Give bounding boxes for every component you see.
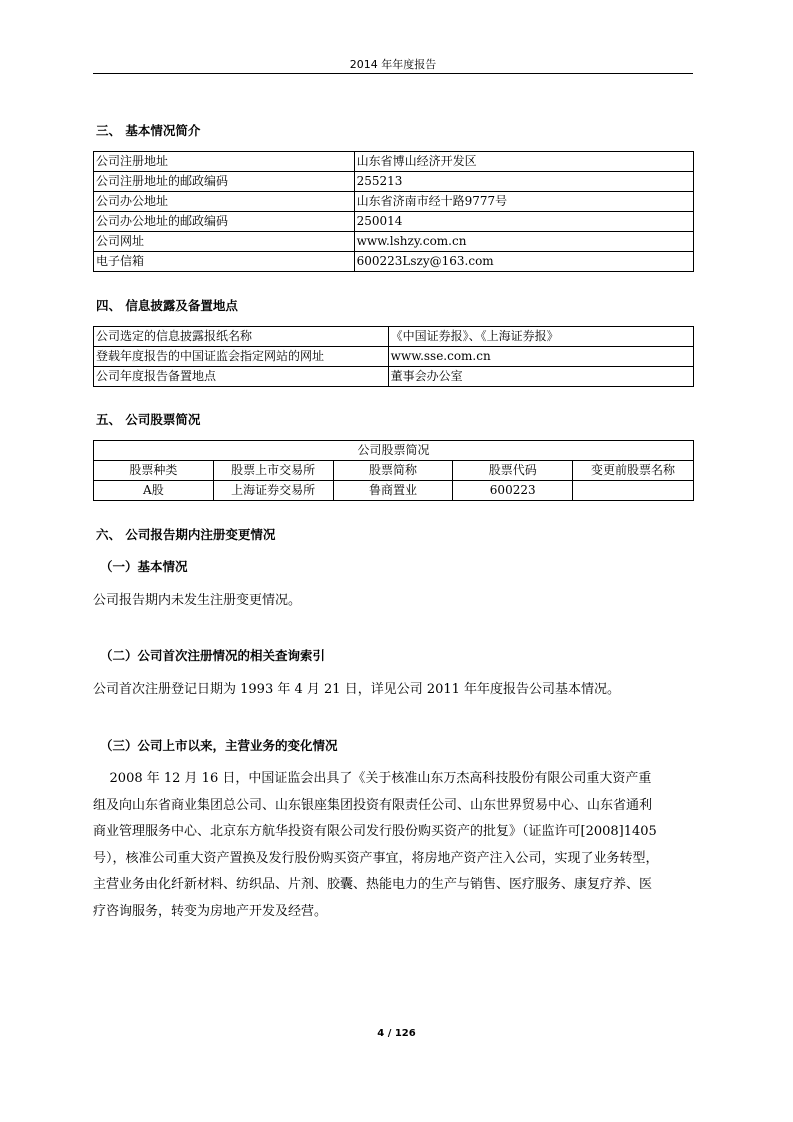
section5-heading: 五、 公司股票简况 [96, 412, 201, 427]
table-cell: A股 [94, 481, 214, 501]
table-row [94, 192, 694, 212]
sub2-heading: （二）公司首次注册情况的相关查询索引 [100, 648, 326, 663]
table-cell: www.lshzy.com.cn [354, 232, 693, 252]
body-line: 商业管理服务中心、北京东方航华投资有限公司发行股份购买资产的批复》（证监许可[2008]1405 [93, 824, 657, 839]
table-title: 公司股票简况 [94, 441, 694, 461]
sub1-heading: （一）基本情况 [100, 559, 188, 574]
column-header: 股票简称 [333, 461, 453, 481]
body-line: 号），核准公司重大资产置换及发行股份购买资产事宜，将房地产资产注入公司，实现了业务转型， [93, 850, 659, 866]
table-cell: 公司选定的信息披露报纸名称 [94, 327, 389, 347]
body-line: 2008 年 12 月 16 日，中国证监会出具了《关于核准山东万杰高科技股份有限公司重大资产重 [93, 771, 652, 786]
sub1-text: 公司报告期内未发生注册变更情况。 [93, 593, 302, 608]
table-cell: 山东省博山经济开发区 [354, 152, 693, 172]
table-cell: 上海证券交易所 [213, 481, 333, 501]
table-cell: 公司注册地址 [94, 152, 355, 172]
header-rule [93, 73, 693, 74]
table-cell: www.sse.com.cn [388, 347, 693, 367]
body-line: 疗咨询服务，转变为房地产开发及经营。 [93, 903, 328, 919]
table-row [94, 252, 694, 272]
table-row [94, 441, 694, 461]
table-row [94, 367, 694, 387]
page-header: 2014 年年度报告 [349, 58, 437, 71]
table-cell [573, 481, 694, 501]
table-cell: 《中国证券报》、《上海证券报》 [388, 327, 693, 347]
column-header: 股票种类 [94, 461, 214, 481]
table-cell: 公司注册地址的邮政编码 [94, 172, 355, 192]
body-line: 组及向山东省商业集团总公司、山东银座集团投资有限责任公司、山东世界贸易中心、山东省通利 [93, 797, 653, 813]
table-cell: 250014 [354, 212, 693, 232]
table-row [94, 172, 694, 192]
table-row [94, 212, 694, 232]
table-cell: 山东省济南市经十路9777号 [354, 192, 693, 212]
column-header: 股票上市交易所 [213, 461, 333, 481]
table-row [94, 481, 694, 501]
disclosure-table [93, 326, 694, 387]
sub3-heading: （三）公司上市以来，主营业务的变化情况 [100, 738, 338, 753]
body-line: 主营业务由化纤新材料、纺织品、片剂、胶囊、热能电力的生产与销售、医疗服务、康复疗养、医 [93, 877, 653, 892]
table-cell: 鲁商置业 [333, 481, 453, 501]
basic-info-table [93, 151, 694, 272]
table-row [94, 232, 694, 252]
stock-table [93, 440, 694, 501]
section4-heading: 四、 信息披露及备置地点 [96, 298, 238, 313]
table-cell: 公司网址 [94, 232, 355, 252]
table-row [94, 347, 694, 367]
table-cell: 600223Lszy@163.com [354, 252, 693, 272]
table-cell: 600223 [453, 481, 573, 501]
table-cell: 电子信箱 [94, 252, 355, 272]
table-cell: 公司办公地址 [94, 192, 355, 212]
table-cell: 255213 [354, 172, 693, 192]
column-header: 股票代码 [453, 461, 573, 481]
table-cell: 公司办公地址的邮政编码 [94, 212, 355, 232]
sub2-text: 公司首次注册登记日期为 1993 年 4 月 21 日，详见公司 2011 年年度报告公司基本情况。 [93, 682, 621, 697]
table-cell: 登载年度报告的中国证监会指定网站的网址 [94, 347, 389, 367]
table-row [94, 152, 694, 172]
table-cell: 公司年度报告备置地点 [94, 367, 389, 387]
table-row [94, 327, 694, 347]
sub3-body [93, 766, 697, 925]
column-header: 变更前股票名称 [573, 461, 694, 481]
page-number: 4 / 126 [377, 1028, 416, 1039]
table-header-row [94, 461, 694, 481]
section6-heading: 六、 公司报告期内注册变更情况 [96, 527, 276, 542]
table-cell: 董事会办公室 [388, 367, 693, 387]
section3-heading: 三、 基本情况简介 [96, 123, 201, 138]
